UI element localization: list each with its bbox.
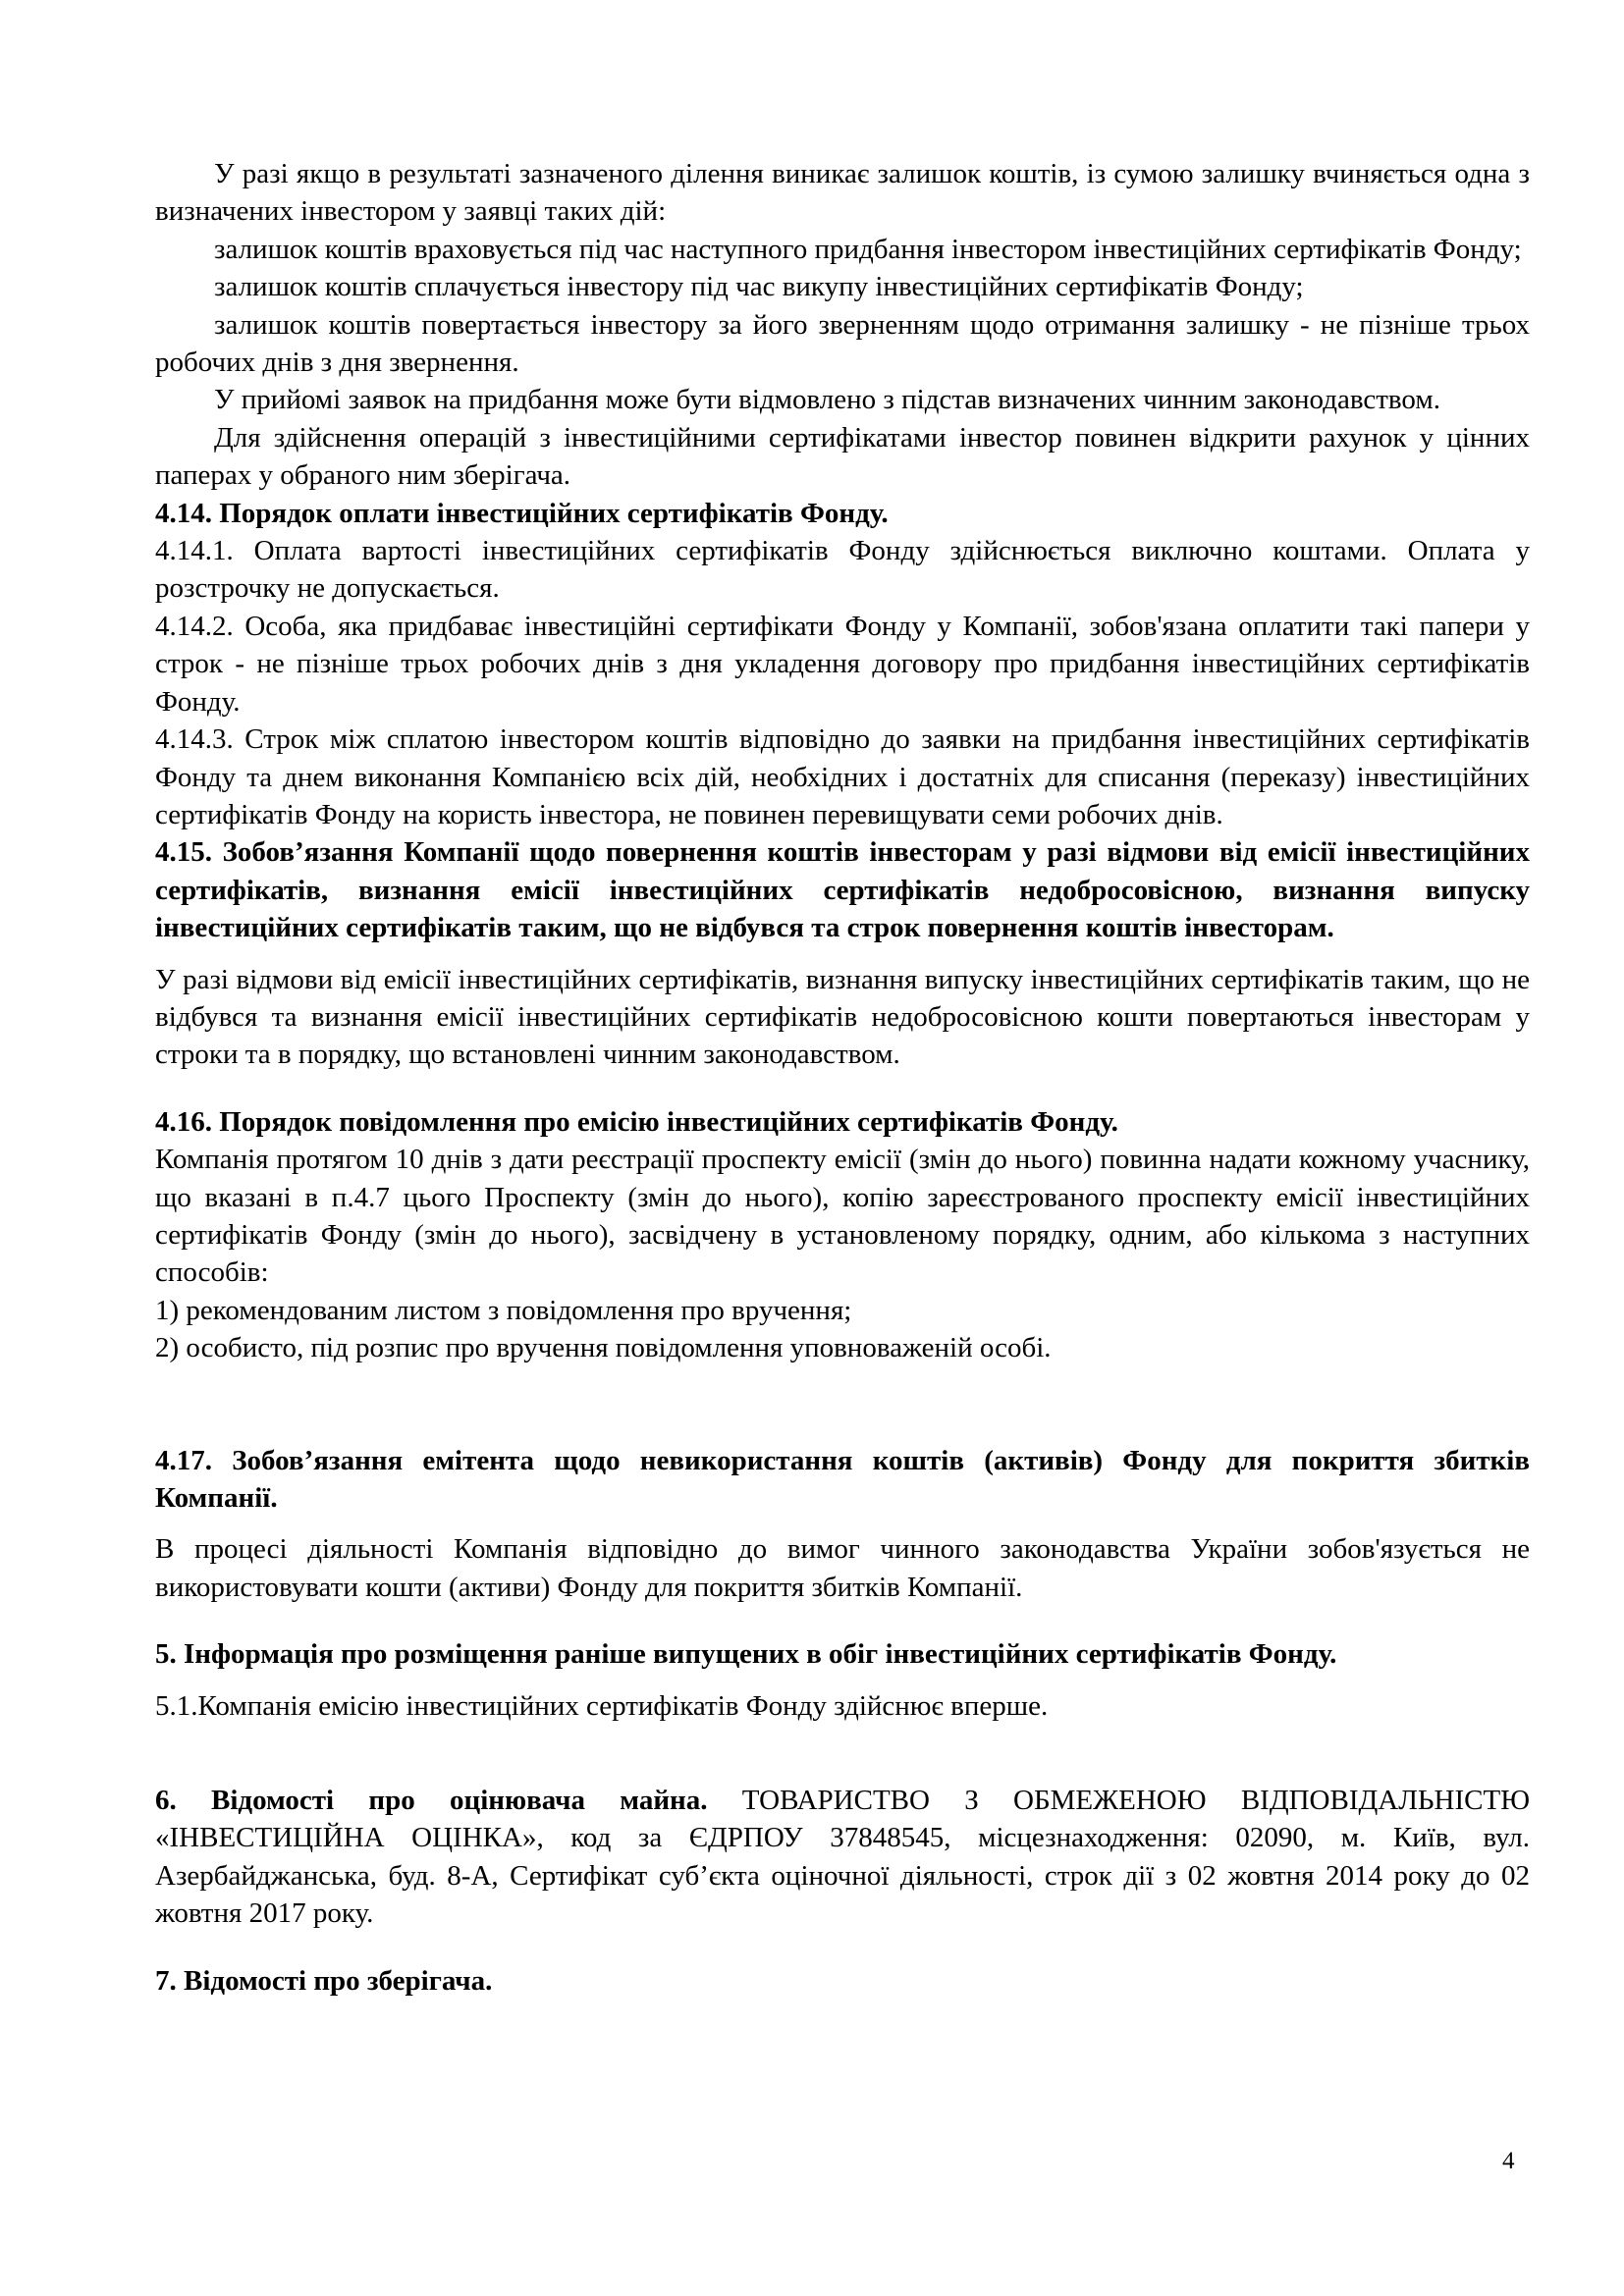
paragraph-remainder-option-2: залишок коштів сплачується інвестору під час викупу інвестиційних сертифікатів Фонду; — [214, 271, 1304, 303]
list-item-1: 1) рекомендованим листом з повідомлення про вручення; — [155, 1294, 852, 1326]
paragraph-4-14-3: 4.14.3. Строк між сплатою інвестором коштів відповідно до заявки на придбання інвестиційних сертифікатів Фонду та днем виконання Компанією всіх дій, необхідних і достатніх для списання (переказу) інвестиційних сертифікатів Фонду на користь інвестора, не повинен перевищувати семи робочих днів. — [155, 723, 1530, 830]
paragraph-4-17: В процесі діяльності Компанія відповідно до вимог чинного законодавства України зобов'язується не використовувати кошти (активи) Фонду для покриття збитків Компанії. — [155, 1533, 1530, 1603]
paragraph-4-14-1: 4.14.1. Оплата вартості інвестиційних сертифікатів Фонду здійснюється виключно коштами. Оплата у розстрочку не допускається. — [155, 535, 1530, 605]
section-6 — [155, 1782, 1530, 1933]
paragraph-account: Для здійснення операцій з інвестиційними сертифікатами інвестор повинен відкрити рахунок у цінних паперах у обраного ним зберігача. — [155, 421, 1530, 492]
heading-5: 5. Інформація про розміщення раніше випущених в обіг інвестиційних сертифікатів Фонду. — [155, 1638, 1337, 1671]
heading-4-15: 4.15. Зобов’язання Компанії щодо повернення коштів інвесторам у разі відмови від емісії інвестиційних сертифікатів, визнання емісії інвестиційних сертифікатів недобросовісною, визнання випуску інвестиційних сертифікатів таким, що не відбувся та строк повернення коштів інвесторам. — [155, 836, 1530, 944]
paragraph-remainder-option-1: залишок коштів враховується під час наступного придбання інвестором інвестиційних сертифікатів Фонду; — [214, 233, 1522, 265]
paragraph-4-14-2: 4.14.2. Особа, яка придбаває інвестиційні сертифікати Фонду у Компанії, зобов'язана оплатити такі папери у строк - не пізніше трьох робочих днів з дня укладення договору про придбання інвестиційних сертифікатів Фонду. — [155, 610, 1530, 718]
paragraph-refusal: У прийомі заявок на придбання може бути відмовлено з підстав визначених чинним законодавством. — [214, 384, 1440, 416]
paragraph-5-1: 5.1.Компанія емісію інвестиційних сертифікатів Фонду здійснює вперше. — [155, 1689, 1049, 1722]
paragraph-4-16: Компанія протягом 10 днів з дати реєстрації проспекту емісії (змін до нього) повинна надати кожному учаснику, що вказані в п.4.7 цього Проспекту (змін до нього), копію зареєстрованого проспекту емісії інвестиційних сертифікатів Фонду (змін до нього), засвідчену в установленому порядку, одним, або кількома з наступних способів: — [155, 1144, 1530, 1289]
paragraph-remainder-intro: У разі якщо в результаті зазначеного ділення виникає залишок коштів, із сумою залишку вчиняється одна з визначених інвестором у заявці таких дій: — [155, 158, 1530, 228]
heading-6: 6. Відомості про оцінювача майна. — [155, 1785, 708, 1817]
page-number: 4 — [1502, 2148, 1515, 2174]
heading-4-17: 4.17. Зобов’язання емітента щодо невикористання коштів (активів) Фонду для покриття збитків Компанії. — [155, 1444, 1530, 1514]
paragraph-4-15: У разі відмови від емісії інвестиційних сертифікатів, визнання випуску інвестиційних сертифікатів таким, що не відбувся та визнання емісії інвестиційних сертифікатів недобросовісною кошти повертаються інвесторам у строки та в порядку, що встановлені чинним законодавством. — [155, 963, 1530, 1071]
paragraph-6: ТОВАРИСТВО З ОБМЕЖЕНОЮ ВІДПОВІДАЛЬНІСТЮ «ІНВЕСТИЦІЙНА ОЦІНКА», код за ЄДРПОУ 37848545, місцезнаходження: 02090, м. Київ, вул. Азербайджанська, буд. 8-А, Сертифікат суб’єкта оціночної діяльності, строк дії з 02 жовтня 2014 року до 02 жовтня 2017 року. — [155, 1785, 1530, 1930]
document-page — [155, 155, 1530, 2000]
paragraph-remainder-option-3: залишок коштів повертається інвестору за його зверненням щодо отримання залишку - не пізніше трьох робочих днів з дня звернення. — [155, 308, 1530, 379]
heading-4-14: 4.14. Порядок оплати інвестиційних сертифікатів Фонду. — [155, 497, 889, 529]
heading-7: 7. Відомості про зберігача. — [155, 1964, 493, 1997]
list-item-2: 2) особисто, під розпис про вручення повідомлення уповноваженій особі. — [155, 1332, 1052, 1364]
heading-4-16: 4.16. Порядок повідомлення про емісію інвестиційних сертифікатів Фонду. — [155, 1105, 1118, 1138]
